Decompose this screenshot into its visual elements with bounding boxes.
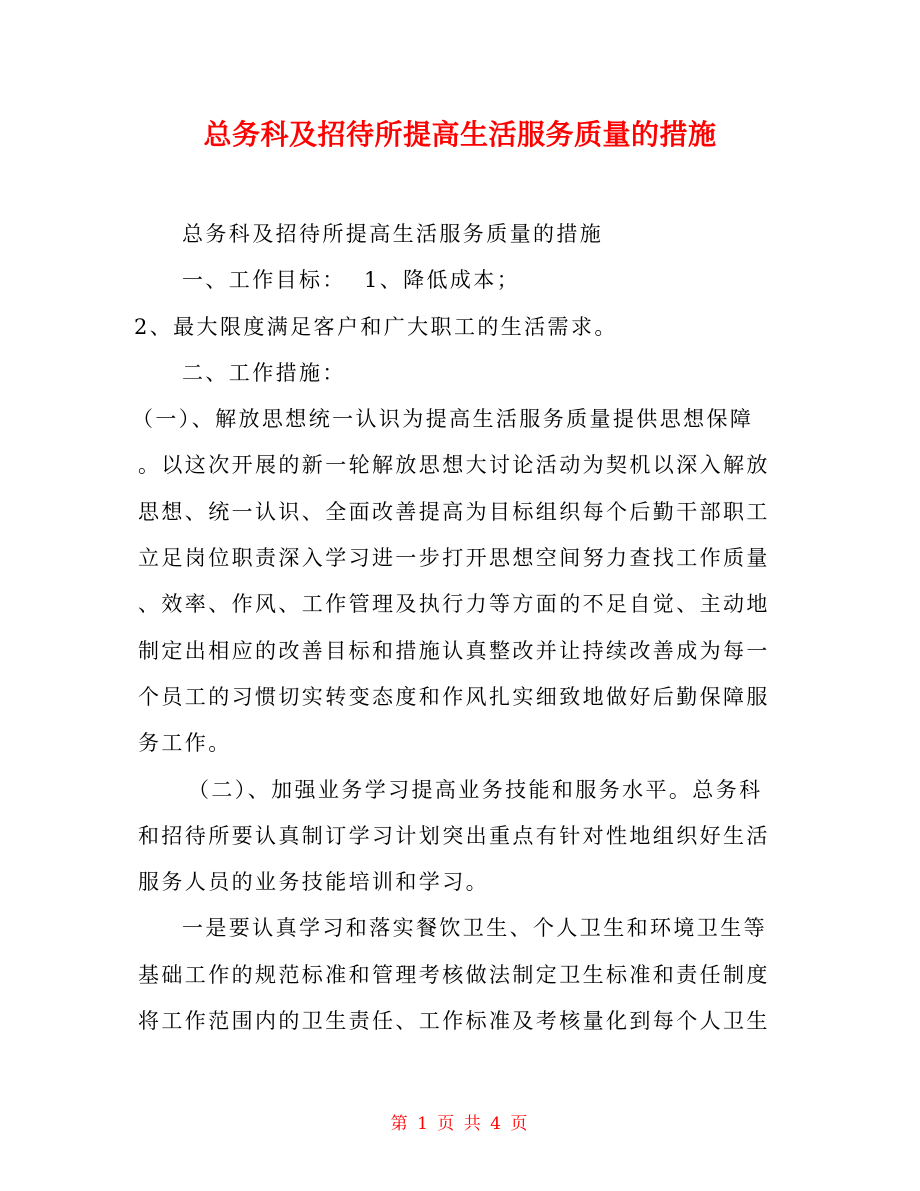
document-title: 总务科及招待所提高生活服务质量的措施: [203, 118, 717, 151]
paragraph-line: 2、最大限度满足客户和广大职工的生活需求。: [134, 314, 618, 339]
page-footer: 第 1 页 共 4 页: [390, 1114, 530, 1134]
paragraph-line: 。以这次开展的新一轮解放思想大讨论活动为契机以深入解放: [138, 453, 770, 478]
paragraph-line: 总务科及招待所提高生活服务质量的措施: [182, 222, 604, 246]
paragraph-line: 、效率、作风、工作管理及执行力等方面的不足自觉、主动地: [138, 592, 770, 617]
paragraph-line: （一）、解放思想统一认识为提高生活服务质量提供思想保障: [132, 407, 754, 432]
paragraph-line: 思想、统一认识、全面改善提高为目标组织每个后勤干部职工: [138, 499, 770, 524]
paragraph-line: 将工作范围内的卫生责任、工作标准及考核量化到每个人卫生: [138, 1009, 770, 1034]
paragraph-line: 基础工作的规范标准和管理考核做法制定卫生标准和责任制度: [138, 962, 770, 987]
paragraph-line: 立足岗位职责深入学习进一步打开思想空间努力查找工作质量: [138, 546, 770, 571]
paragraph-line: 二、工作措施：: [182, 360, 346, 385]
paragraph-line: 服务人员的业务技能培训和学习。: [138, 870, 489, 895]
paragraph-line: 一是要认真学习和落实餐饮卫生、个人卫生和环境卫生等: [182, 916, 767, 941]
paragraph-line: 和招待所要认真制订学习计划突出重点有针对性地组织好生活: [138, 823, 770, 848]
paragraph-line: 务工作。: [138, 731, 232, 756]
paragraph-line: 个员工的习惯切实转变态度和作风扎实细致地做好后勤保障服: [138, 684, 770, 709]
document-body: [132, 211, 788, 1044]
paragraph-line: 一、工作目标： 1、降低成本；: [182, 268, 521, 293]
paragraph-line: （二）、加强业务学习提高业务技能和服务水平。总务科: [188, 777, 763, 802]
paragraph-line: 制定出相应的改善目标和措施认真整改并让持续改善成为每一: [138, 638, 770, 663]
